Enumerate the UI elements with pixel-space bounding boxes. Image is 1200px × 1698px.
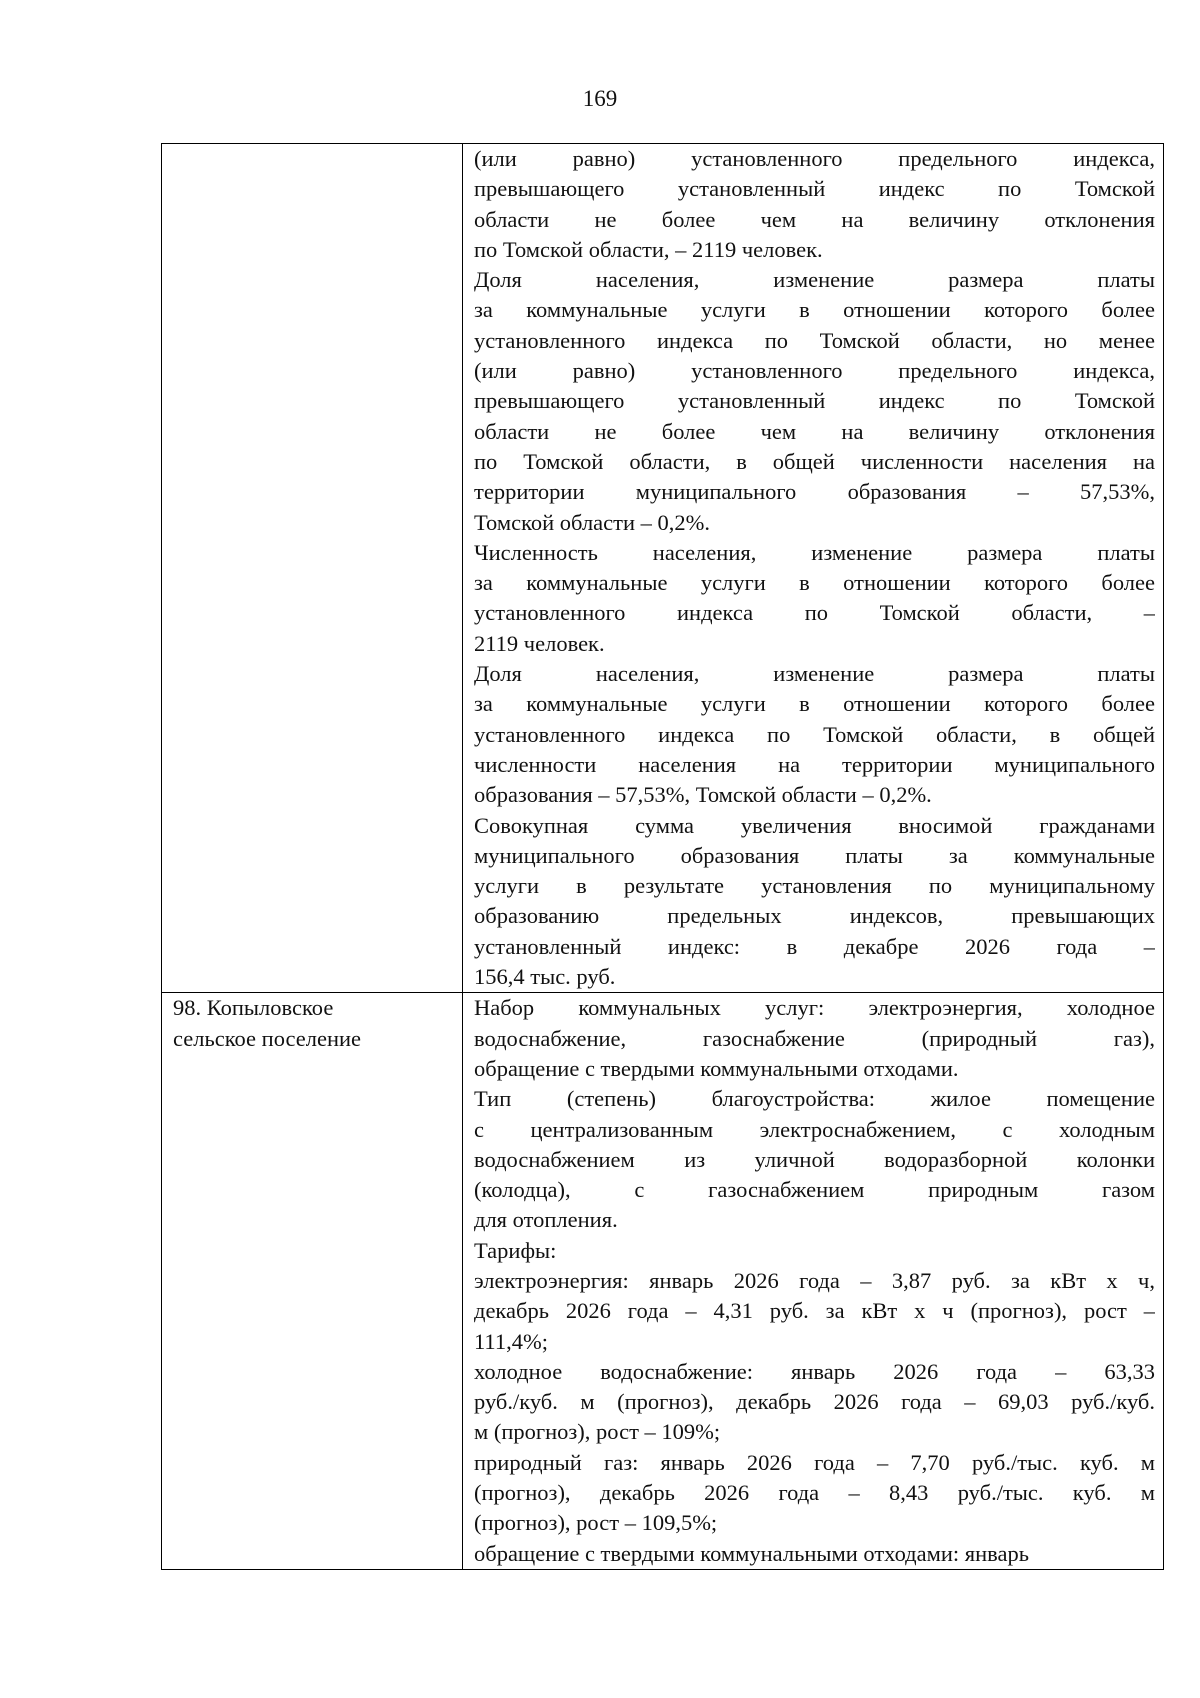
text-line: Доля населения, изменение размера платы — [474, 267, 1155, 293]
municipality-name-line: сельское поселение — [173, 1025, 362, 1051]
description-cell — [463, 144, 1164, 993]
text-line: области не более чем на величину отклонения — [474, 206, 1155, 232]
paragraph — [474, 1539, 1155, 1569]
text-line: по Томской области, в общей численности населения на — [474, 448, 1155, 474]
paragraph — [474, 1266, 1155, 1357]
text-line: с централизованным электроснабжением, с холодным — [474, 1116, 1155, 1142]
text-line: водоснабжение, газоснабжение (природный газ), — [474, 1025, 1155, 1051]
text-line: установленный индекс: в декабре 2026 года – — [474, 933, 1155, 959]
text-line: для отопления. — [474, 1207, 618, 1233]
page-number: 169 — [582, 86, 618, 111]
text-line: обращение с твердыми коммунальными отходами: январь — [474, 1540, 1029, 1566]
text-line: 111,4%; — [474, 1328, 548, 1354]
paragraph — [474, 1357, 1155, 1448]
text-line: Тип (степень) благоустройства: жилое помещение — [474, 1086, 1155, 1112]
municipality-cell — [162, 144, 463, 993]
description-cell — [463, 993, 1164, 1570]
text-line: м (прогноз), рост – 109%; — [474, 1419, 721, 1445]
text-line: (или равно) установленного предельного индекса, — [474, 358, 1155, 384]
text-line: превышающего установленный индекс по Томской — [474, 388, 1155, 414]
table-row — [162, 993, 1164, 1570]
paragraph — [474, 265, 1155, 538]
municipality-cell — [162, 993, 463, 1570]
municipality-name-line: 98. Копыловское — [173, 995, 334, 1021]
text-line: природный газ: январь 2026 года – 7,70 руб./тыс. куб. м — [474, 1449, 1155, 1475]
text-line: территории муниципального образования – 57,53%, — [474, 479, 1155, 505]
text-line: образованию предельных индексов, превышающих — [474, 903, 1155, 929]
text-line: превышающего установленный индекс по Томской — [474, 176, 1155, 202]
text-line: Численность населения, изменение размера платы — [474, 539, 1155, 565]
text-line: (прогноз), рост – 109,5%; — [474, 1510, 718, 1536]
document-table — [161, 143, 1164, 1570]
text-line: муниципального образования платы за коммунальные — [474, 842, 1155, 868]
text-line: (прогноз), декабрь 2026 года – 8,43 руб./тыс. куб. м — [474, 1480, 1155, 1506]
text-line: обращение с твердыми коммунальными отходами. — [474, 1055, 959, 1081]
text-line: по Томской области, – 2119 человек. — [474, 236, 823, 262]
text-line: декабрь 2026 года – 4,31 руб. за кВт х ч (прогноз), рост – — [474, 1298, 1155, 1324]
text-line: установленного индекса по Томской области, в общей — [474, 721, 1155, 747]
paragraph — [474, 659, 1155, 810]
text-line: (или равно) установленного предельного индекса, — [474, 146, 1155, 171]
text-line: (колодца), с газоснабжением природным газом — [474, 1177, 1155, 1203]
paragraph — [474, 811, 1155, 993]
text-line: образования – 57,53%, Томской области – 0,2%. — [474, 782, 932, 808]
paragraph — [474, 144, 1155, 265]
paragraph — [474, 993, 1155, 1084]
text-line: Томской области – 0,2%. — [474, 509, 711, 535]
text-line: водоснабжением из уличной водоразборной колонки — [474, 1146, 1155, 1172]
paragraph — [474, 1236, 1155, 1266]
text-line: электроэнергия: январь 2026 года – 3,87 руб. за кВт х ч, — [474, 1267, 1155, 1293]
text-line: за коммунальные услуги в отношении которого более — [474, 297, 1155, 323]
text-line: установленного индекса по Томской области, – — [474, 600, 1155, 626]
text-line: установленного индекса по Томской области, но менее — [474, 327, 1155, 353]
text-line: Набор коммунальных услуг: электроэнергия, холодное — [474, 995, 1155, 1021]
text-line: Доля населения, изменение размера платы — [474, 661, 1155, 687]
table-row — [162, 144, 1164, 993]
text-line: услуги в результате установления по муниципальному — [474, 873, 1155, 899]
text-line: за коммунальные услуги в отношении которого более — [474, 691, 1155, 717]
paragraph — [474, 538, 1155, 659]
text-line: Тарифы: — [474, 1237, 557, 1263]
text-line: холодное водоснабжение: январь 2026 года – 63,33 — [474, 1358, 1155, 1384]
paragraph — [474, 1084, 1155, 1235]
table-body — [162, 144, 1164, 1570]
text-line: за коммунальные услуги в отношении которого более — [474, 570, 1155, 596]
text-line: численности населения на территории муниципального — [474, 751, 1155, 777]
text-line: 156,4 тыс. руб. — [474, 964, 616, 990]
text-line: руб./куб. м (прогноз), декабрь 2026 года – 69,03 руб./куб. — [474, 1389, 1155, 1415]
text-line: 2119 человек. — [474, 630, 605, 656]
text-line: области не более чем на величину отклонения — [474, 418, 1155, 444]
text-line: Совокупная сумма увеличения вносимой гражданами — [474, 812, 1155, 838]
paragraph — [474, 1448, 1155, 1539]
